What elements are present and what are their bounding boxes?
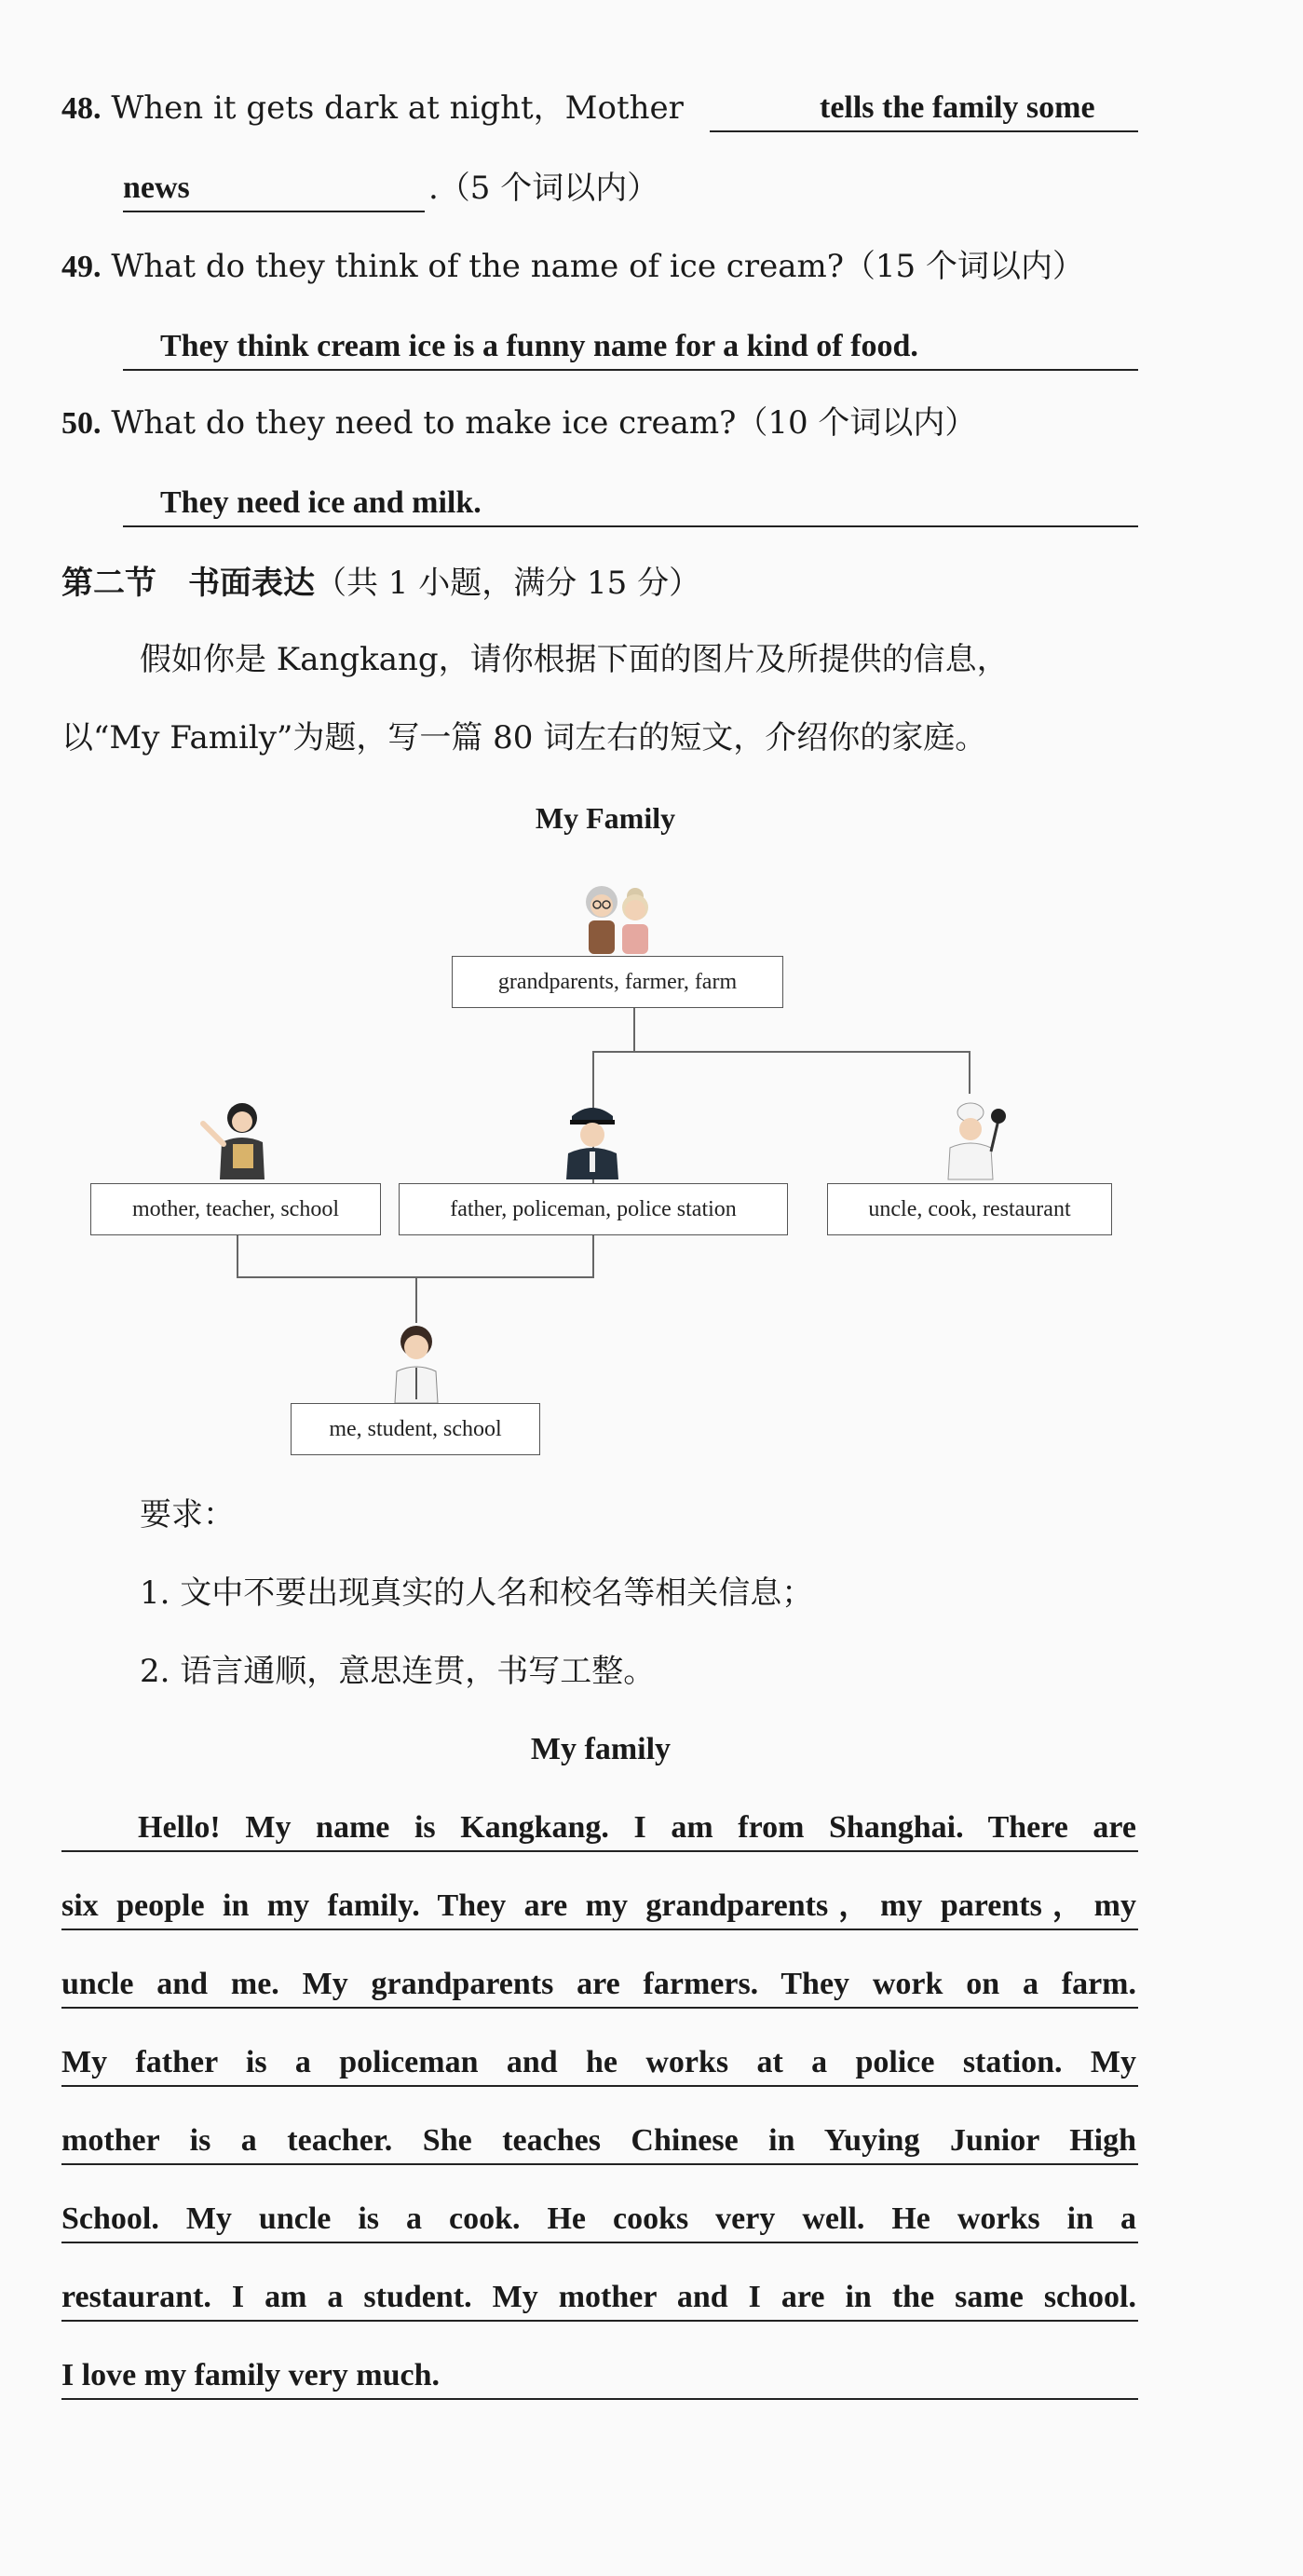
box-grandparents: grandparents, farmer, farm bbox=[452, 956, 783, 1008]
connector bbox=[969, 1051, 970, 1094]
connector bbox=[592, 1051, 970, 1053]
answer-line bbox=[123, 211, 425, 212]
answer-line bbox=[123, 369, 1138, 371]
question-text: What do they need to make ice cream?（10 个词以内） bbox=[111, 404, 977, 442]
prompt-line-2: 以“My Family”为题，写一篇 80 词左右的短文，介绍你的家庭。 bbox=[61, 719, 987, 756]
essay-rule bbox=[61, 2163, 1138, 2165]
diagram-title: My Family bbox=[535, 801, 676, 835]
section-heading bbox=[61, 563, 700, 604]
father-icon bbox=[555, 1096, 630, 1181]
question-48 bbox=[61, 88, 684, 129]
question-number: 48. bbox=[61, 91, 102, 126]
box-father: father, policeman, police station bbox=[399, 1183, 788, 1235]
connector bbox=[237, 1235, 238, 1278]
connector bbox=[633, 1008, 635, 1051]
essay-rule bbox=[61, 2242, 1138, 2243]
essay-line: Hello! My name is Kangkang. I am from Shanghai. There are bbox=[138, 1810, 1136, 1845]
essay-line: My father is a policeman and he works at a police station. My bbox=[61, 2045, 1136, 2079]
essay-rule bbox=[61, 2398, 1138, 2400]
question-text: What do they think of the name of ice cream?（15 个词以内） bbox=[111, 248, 1084, 285]
answer-48-part2: news bbox=[123, 170, 190, 205]
essay-rule bbox=[61, 2007, 1138, 2009]
box-me: me, student, school bbox=[291, 1403, 540, 1455]
question-48-tail: .（5 个词以内） bbox=[428, 170, 659, 207]
answer-line bbox=[123, 525, 1138, 527]
requirement-1: 1. 文中不要出现真实的人名和校名等相关信息； bbox=[140, 1574, 814, 1612]
question-number: 49. bbox=[61, 250, 102, 284]
mother-icon bbox=[196, 1096, 279, 1181]
answer-49: They think cream ice is a funny name for a kind of food. bbox=[160, 329, 918, 363]
essay-line: six people in my family. They are my grandparents，my parents，my bbox=[61, 1888, 1136, 1923]
question-50 bbox=[61, 402, 976, 444]
essay-line: restaurant. I am a student. My mother and I are in the same school. bbox=[61, 2280, 1136, 2314]
essay-rule bbox=[61, 1929, 1138, 1930]
box-mother: mother, teacher, school bbox=[90, 1183, 381, 1235]
uncle-icon bbox=[935, 1096, 1010, 1181]
connector bbox=[415, 1276, 417, 1323]
essay-rule bbox=[61, 2085, 1138, 2087]
box-uncle: uncle, cook, restaurant bbox=[827, 1183, 1112, 1235]
question-number: 50. bbox=[61, 406, 102, 441]
essay-line: I love my family very much. bbox=[61, 2358, 441, 2392]
section-note: （共 1 小题，满分 15 分） bbox=[315, 565, 701, 602]
requirement-2: 2. 语言通顺，意思连贯，书写工整。 bbox=[140, 1653, 656, 1690]
question-text: When it gets dark at night，Mother bbox=[111, 89, 684, 127]
answer-50: They need ice and milk. bbox=[160, 485, 482, 520]
essay-line: School. My uncle is a cook. He cooks very well. He works in a bbox=[61, 2201, 1136, 2236]
essay-rule bbox=[61, 2320, 1138, 2322]
grandparents-icon bbox=[572, 876, 665, 960]
essay-line: uncle and me. My grandparents are farmers. They work on a farm. bbox=[61, 1967, 1136, 2001]
section-title: 第二节 书面表达 bbox=[61, 565, 315, 602]
essay-rule bbox=[61, 1850, 1138, 1852]
essay-title: My family bbox=[530, 1732, 672, 1766]
prompt-line-1: 假如你是 Kangkang，请你根据下面的图片及所提供的信息， bbox=[140, 641, 1009, 678]
requirements-label: 要求： bbox=[140, 1496, 235, 1533]
answer-48-part1: tells the family some bbox=[820, 90, 1095, 125]
essay-line: mother is a teacher. She teaches Chinese in Yuying Junior High bbox=[61, 2123, 1136, 2158]
answer-line bbox=[710, 130, 1138, 132]
question-49 bbox=[61, 246, 1084, 288]
student-icon bbox=[384, 1319, 449, 1405]
connector bbox=[592, 1235, 594, 1278]
